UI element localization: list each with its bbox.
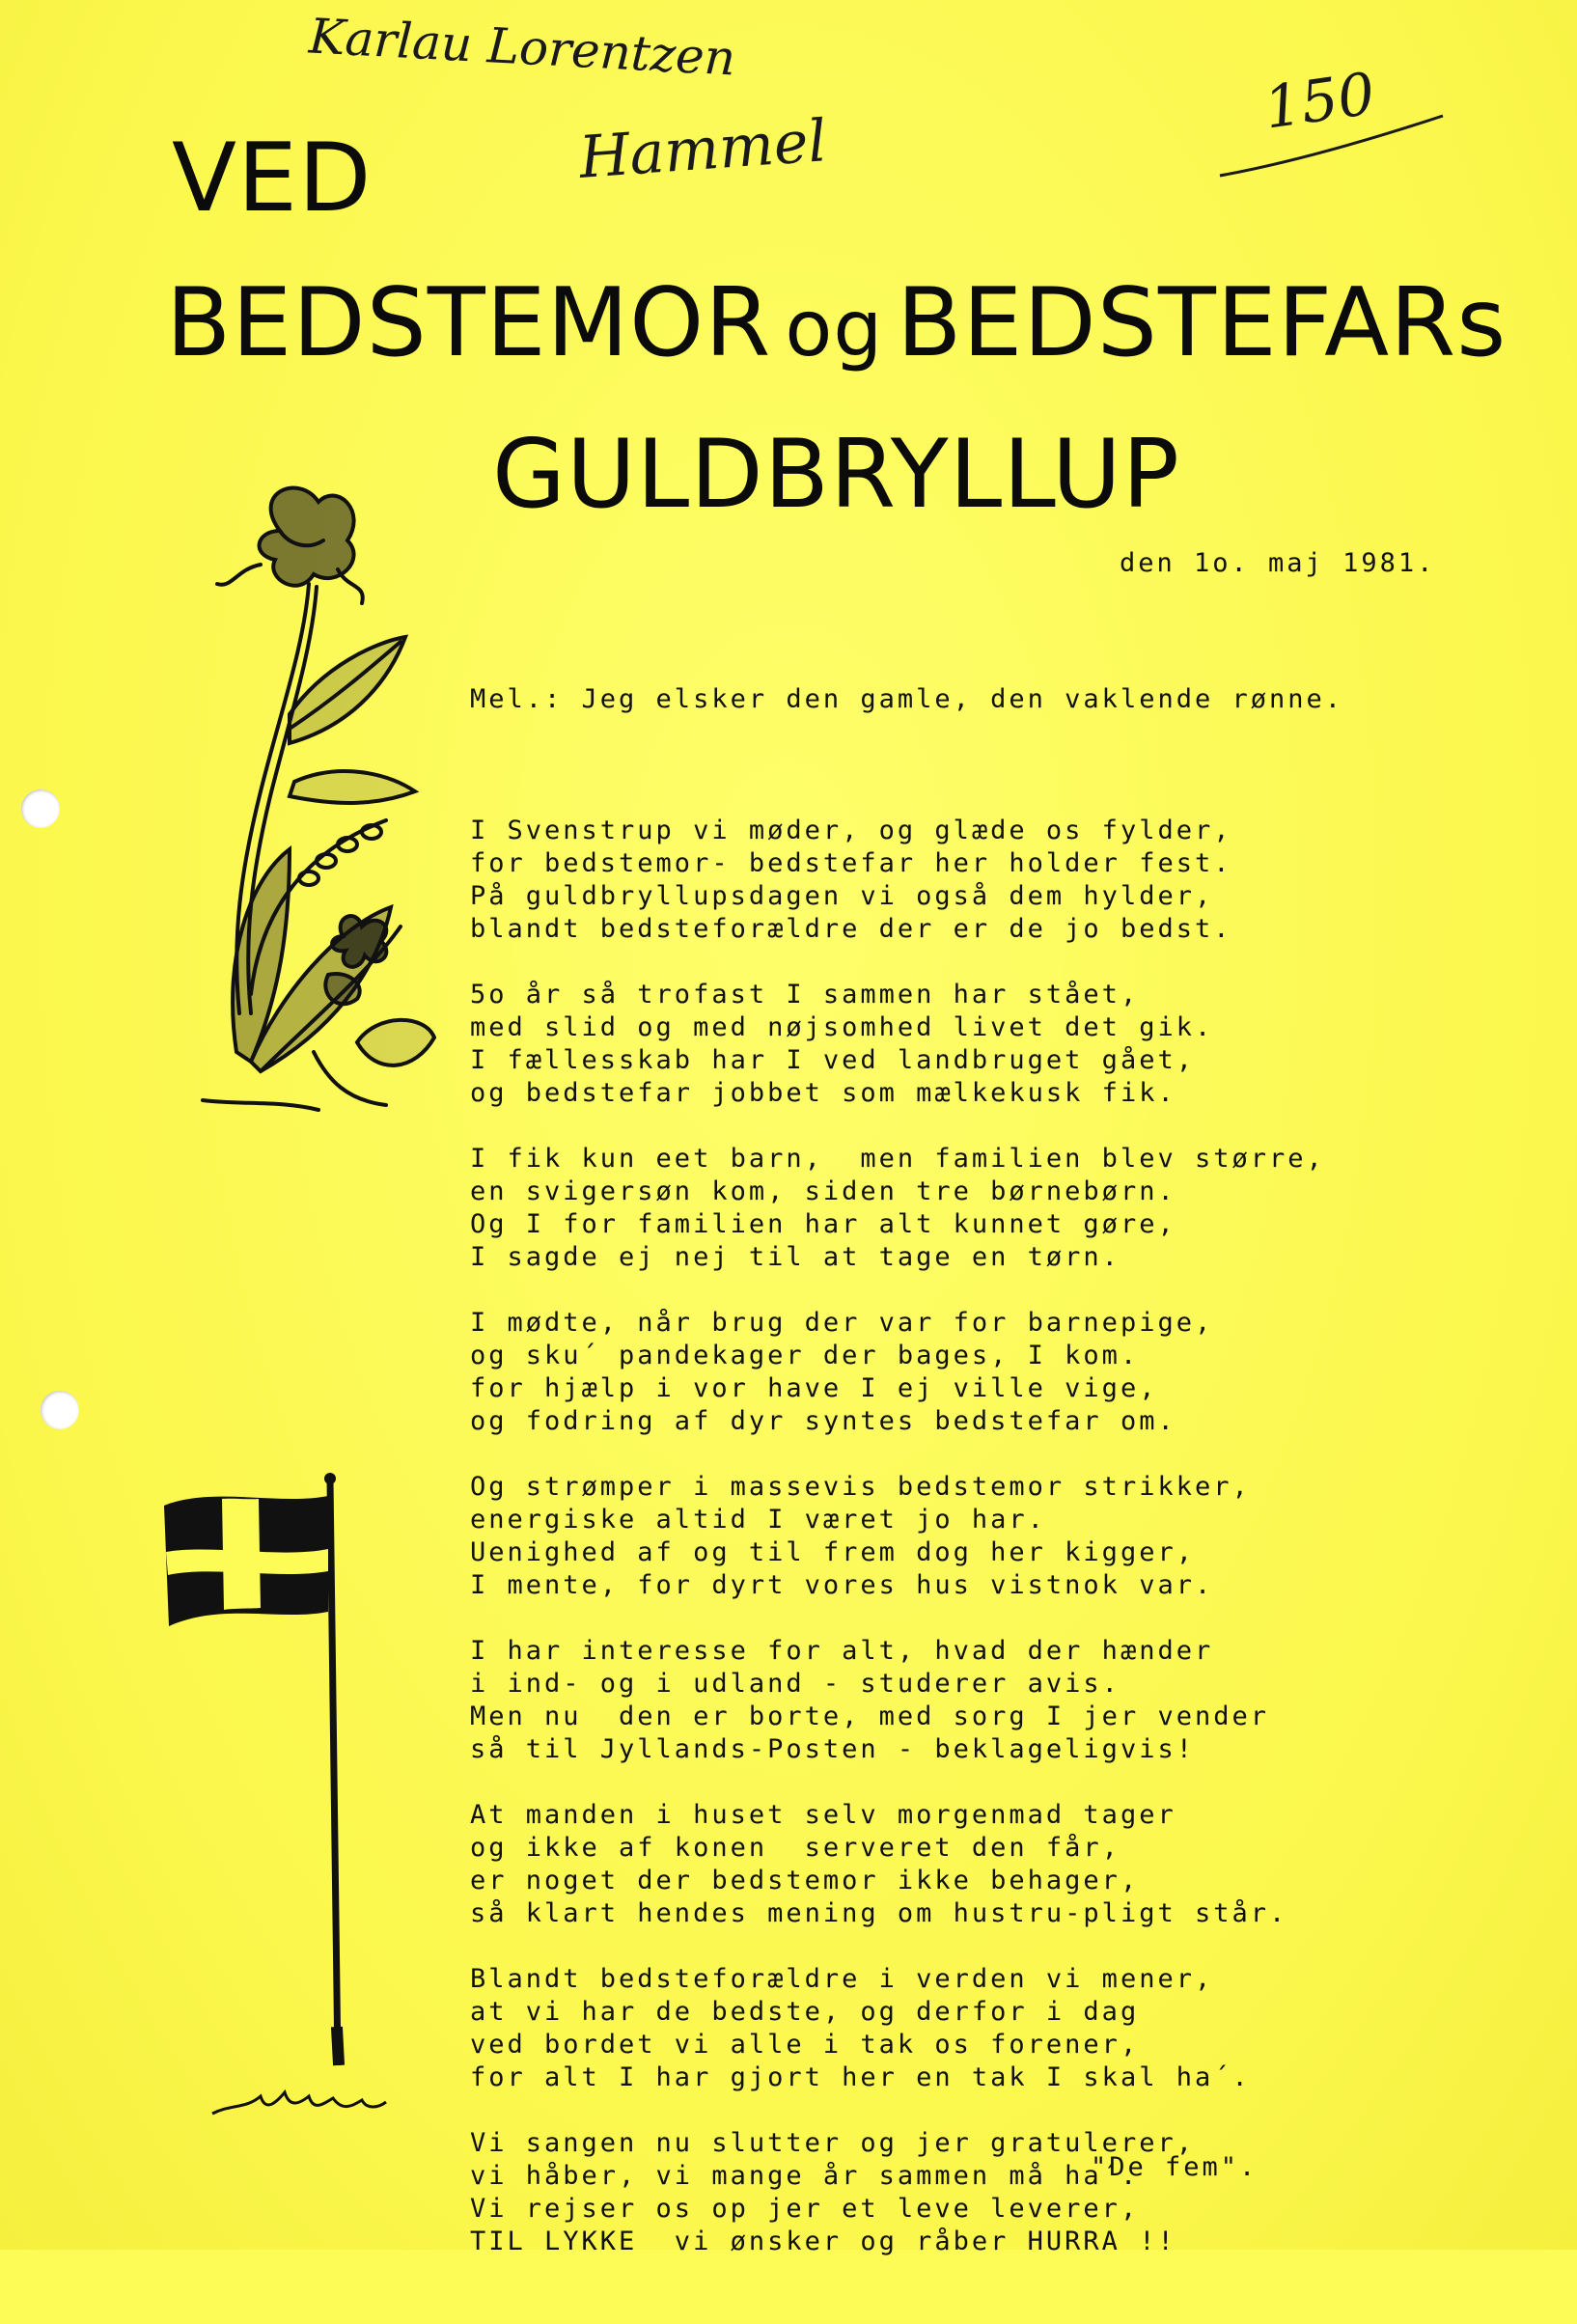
poem-line: for hjælp i vor have I ej ville vige, xyxy=(470,1373,1158,1403)
stanza xyxy=(470,1963,1541,2094)
handwritten-number: 150 xyxy=(1259,60,1379,143)
poem-line: med slid og med nøjsomhed livet det gik. xyxy=(470,1012,1214,1042)
stanza xyxy=(470,815,1541,946)
poem-line: På guldbryllupsdagen vi også dem hylder, xyxy=(470,881,1214,911)
flower-drawing xyxy=(145,473,444,1129)
poem-line: Og I for familien har alt kunnet gøre, xyxy=(470,1209,1176,1239)
stanza xyxy=(470,1307,1541,1438)
poem-line: er noget der bedstemor ikke behager, xyxy=(470,1866,1140,1895)
date: den 1o. maj 1981. xyxy=(1120,548,1436,578)
poem-line: I Svenstrup vi møder, og glæde os fylder, xyxy=(470,816,1232,845)
title-line-2 xyxy=(166,268,1507,378)
stanza xyxy=(470,1143,1541,1274)
punch-hole-top xyxy=(21,789,60,828)
poem-line: Blandt bedsteforældre i verden vi mener, xyxy=(470,1964,1214,1994)
poem-line: 5o år så trofast I sammen har stået, xyxy=(470,980,1140,1010)
poem-line: I mente, for dyrt vores hus vistnok var. xyxy=(470,1570,1214,1600)
title-og: og xyxy=(785,284,884,374)
poem-line: I mødte, når brug der var for barnepige, xyxy=(470,1308,1214,1338)
stanza xyxy=(470,979,1541,1110)
poem-line: og ikke af konen serveret den får, xyxy=(470,1833,1120,1863)
stanza xyxy=(470,2127,1541,2258)
title-bedstefars: BEDSTEFARs xyxy=(897,268,1508,378)
handwritten-town: Hammel xyxy=(576,107,829,192)
handwritten-underline xyxy=(1216,97,1448,183)
poem-line: energiske altid I været jo har. xyxy=(470,1505,1046,1535)
poem-line: for bedstemor- bedstefar her holder fest. xyxy=(470,848,1232,878)
poem-line: I sagde ej nej til at tage en tørn. xyxy=(470,1242,1120,1272)
handwritten-names: Karlau Lorentzen xyxy=(307,8,737,87)
poem-line: TIL LYKKE vi ønsker og råber HURRA !! xyxy=(470,2227,1176,2256)
poem-line: Men nu den er borte, med sorg I jer vender xyxy=(470,1702,1269,1731)
poem-line: vi håber, vi mange år sammen må ha´. xyxy=(470,2161,1140,2191)
poem-line: så til Jyllands-Posten - beklageligvis! xyxy=(470,1734,1195,1764)
poem-line: i ind- og i udland - studerer avis. xyxy=(470,1669,1120,1699)
signature: "De fem". xyxy=(1091,2152,1259,2182)
stanza xyxy=(470,1471,1541,1602)
poem-line: Uenighed af og til frem dog her kigger, xyxy=(470,1537,1195,1567)
title-bedstemor: BEDSTEMOR xyxy=(166,268,772,378)
poem-line: og sku´ pandekager der bages, I kom. xyxy=(470,1341,1140,1370)
stanza xyxy=(470,1799,1541,1930)
poem-line: en svigersøn kom, siden tre børnebørn. xyxy=(470,1176,1176,1206)
poem-line: I fik kun eet barn, men familien blev større, xyxy=(470,1144,1325,1174)
poem-line: Og strømper i massevis bedstemor strikker, xyxy=(470,1472,1251,1502)
title-line-1: VED xyxy=(172,124,373,234)
poem-line: så klart hendes mening om hustru-pligt står. xyxy=(470,1898,1288,1928)
poem-line: Vi rejser os op jer et leve leverer, xyxy=(470,2194,1140,2224)
poem-line: for alt I har gjort her en tak I skal ha´. xyxy=(470,2062,1251,2092)
poem-line: I fællesskab har I ved landbruget gået, xyxy=(470,1045,1195,1075)
title-line-3: GULDBRYLLUP xyxy=(492,420,1180,530)
poem-line: og fodring af dyr syntes bedstefar om. xyxy=(470,1406,1176,1436)
danish-flag-drawing xyxy=(154,1467,444,2123)
poem-line: At manden i huset selv morgenmad tager xyxy=(470,1800,1176,1830)
punch-hole-bottom xyxy=(41,1391,79,1429)
stanza xyxy=(470,1635,1541,1766)
poem-line: Vi sangen nu slutter og jer gratulerer, xyxy=(470,2128,1195,2158)
poem-line: at vi har de bedste, og derfor i dag xyxy=(470,1997,1140,2027)
poem-line: og bedstefar jobbet som mælkekusk fik. xyxy=(470,1078,1176,1108)
poem-line: ved bordet vi alle i tak os forener, xyxy=(470,2030,1140,2060)
stanza-list xyxy=(470,815,1541,2258)
poem-line: blandt bedsteforældre der er de jo bedst. xyxy=(470,914,1232,944)
poem xyxy=(470,618,1541,2324)
poem-line: I har interesse for alt, hvad der hænder xyxy=(470,1636,1214,1666)
melody-line: Mel.: Jeg elsker den gamle, den vaklende rønne. xyxy=(470,684,1344,714)
